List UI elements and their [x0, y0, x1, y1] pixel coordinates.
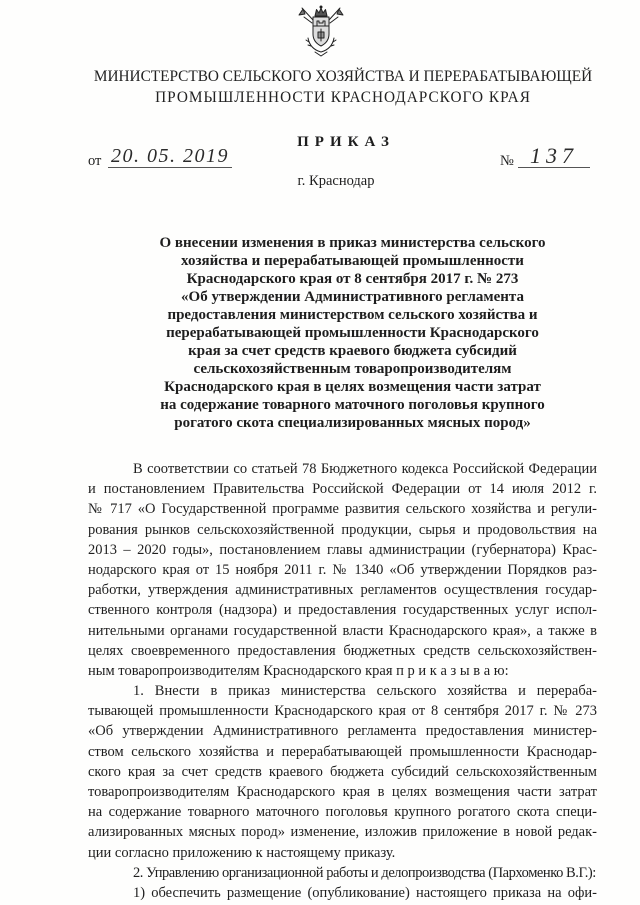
order-subject-title [100, 234, 605, 432]
body-line: и постановлением Правительства Российской Федерации от 14 июля 2012 г. [88, 481, 597, 498]
body-line: ством сельского хозяйства и перерабатывающей промышленности Краснодар- [88, 743, 597, 760]
ministry-name-line-1: МИНИСТЕРСТВО СЕЛЬСКОГО ХОЗЯЙСТВА И ПЕРЕРАБАТЫВАЮЩЕЙ [93, 68, 593, 85]
body-line: 1) обеспечить размещение (опубликование) настоящего приказа на офи- [133, 884, 597, 901]
body-paragraph-item-1 [88, 681, 597, 863]
body-line: ции согласно приложению к настоящему приказу. [88, 844, 396, 861]
subject-line: на содержание товарного маточного поголовья крупного [160, 397, 545, 413]
body-line: № 717 «О Государственной программе развития сельского хозяйства и регули- [88, 501, 597, 518]
ministry-header [88, 66, 598, 108]
body-line: работки, утверждения административных регламентов осуществления государ- [88, 582, 597, 599]
handwritten-order-number: 137 [518, 145, 590, 168]
body-line: ского края за счет средств краевого бюджета субсидий сельскохозяйственным [88, 763, 597, 780]
subject-line: хозяйства и перерабатывающей промышленности [181, 253, 524, 269]
body-line: товаропроизводителям Краснодарского края в целях возмещения части затрат [88, 784, 597, 800]
krasnodar-coat-of-arms-icon [298, 5, 344, 57]
document-body [88, 459, 597, 903]
subject-line: рогатого скота специализированных мясных пород» [174, 415, 531, 431]
body-line: ственного контроля (надзора) и предоставления государственных услуг испол- [88, 602, 597, 619]
subject-line: Краснодарского края в целях возмещения части затрат [164, 379, 541, 395]
subject-line: перерабатывающей промышленности Краснодарского [166, 325, 539, 341]
body-line: рования рынков сельскохозяйственной продукции, сырья и продовольствия на [88, 521, 597, 538]
body-line: нительными органами государственной власти Краснодарского края», а также в [88, 622, 597, 639]
body-line: ализированных мясных пород» изменение, изложив приложение в новой редак- [88, 824, 597, 841]
date-prefix: от [88, 153, 102, 169]
body-line: 1. Внести в приказ министерства сельского хозяйства и перераба- [133, 683, 597, 700]
body-line: «Об утверждении Административного регламента предоставления министер- [88, 723, 597, 740]
subject-line: сельскохозяйственным товаропроизводителям [193, 361, 512, 377]
city-line: г. Краснодар [297, 173, 375, 189]
subject-line: края за счет средств краевого бюджета субсидий [188, 343, 517, 359]
body-line: 2. Управлению организационной работы и делопроизводства (Пархоменко В.Г.): [133, 864, 596, 881]
body-line: нодарского края от 15 ноября 2011 г. № 1340 «Об утверждении Порядков раз- [88, 561, 597, 578]
body-line: 2013 – 2020 годы», постановлением главы администрации (губернатора) Крас- [88, 541, 597, 558]
ministry-name-line-2: ПРОМЫШЛЕННОСТИ КРАСНОДАРСКОГО КРАЯ [155, 89, 531, 106]
body-line: В соответствии со статьей 78 Бюджетного кодекса Российской Федерации [133, 461, 597, 477]
subject-line: О внесении изменения в приказ министерства сельского [159, 235, 546, 251]
body-line: целях своевременного предоставления бюджетных средств сельскохозяйствен- [88, 642, 597, 659]
subject-line: предоставления министерством сельского хозяйства и [167, 307, 538, 323]
body-line: ным товаропроизводителям Краснодарского края п р и к а з ы в а ю: [88, 662, 509, 679]
body-line: тывающей промышленности Краснодарского края от 8 сентября 2017 г. № 273 [88, 703, 597, 720]
body-paragraph-subitem-1 [88, 883, 597, 903]
subject-line: «Об утверждении Административного регламента [181, 289, 524, 305]
body-line: на содержание товарного маточного поголовья крупного рогатого скота специ- [88, 804, 597, 821]
body-paragraph-preamble [88, 459, 597, 681]
number-prefix: № [500, 153, 514, 169]
body-paragraph-item-2 [88, 863, 597, 883]
document-type-title: ПРИКАЗ [297, 134, 395, 150]
handwritten-date: 20. 05. 2019 [108, 145, 232, 168]
subject-line: Краснодарского края от 8 сентября 2017 г. № 273 [186, 271, 519, 287]
